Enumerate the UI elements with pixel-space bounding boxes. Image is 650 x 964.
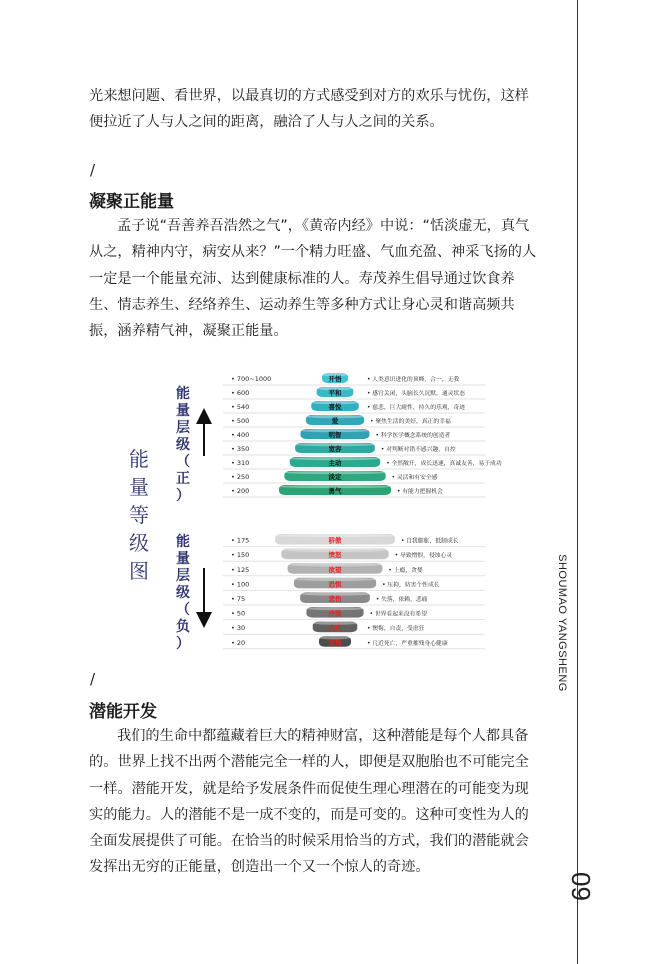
level-value: • 100 (231, 580, 250, 589)
level-name: 明智 (328, 431, 342, 439)
level-name: 勇气 (328, 487, 342, 495)
section-heading-potential: 潜能开发 (89, 702, 157, 722)
neg-level (223, 563, 485, 576)
level-description: • 全然敞开，成长迅速，真诚友善，易于成功 (386, 461, 502, 467)
level-description: • 感官关闭，头脑长久沉默，通灵状态 (367, 391, 466, 397)
level-description: • 对判断对错不感兴趣，自控 (380, 447, 456, 453)
section-marker-2: / (90, 670, 96, 688)
figure-title: 能量等级图 (129, 447, 149, 583)
neg-level (223, 622, 485, 635)
running-header: SHOUMAO YANGSHENG (556, 554, 568, 692)
pos-level (223, 415, 485, 427)
level-value: • 500 (231, 417, 250, 425)
level-value: • 125 (231, 565, 250, 574)
section-heading-energy: 凝聚正能量 (89, 192, 174, 212)
level-description: • 导致憎恨，侵蚀心灵 (394, 553, 453, 560)
level-value: • 30 (231, 624, 246, 633)
level-name: 主动 (328, 459, 342, 467)
level-description: • 人类意识进化的顶峰，合一，无我 (367, 377, 460, 383)
paragraph-top: 光来想问题、看世界，以最真切的方式感受到对方的欢乐与忧伤，这样便拉近了人与人之间的距离，融洽了人与人之间的关系。 (89, 88, 529, 131)
pos-level (223, 373, 485, 385)
pos-level (223, 429, 485, 441)
margin-rule (577, 0, 578, 964)
section-body-energy: 孟子说“吾善养吾浩然之气”，《黄帝内经》中说：“恬淡虚无，真气从之，精神内守，病安从来？”一个精力旺盛、气血充盈、神采飞扬的人一定是一个能量充沛、达到健康标准的人。寿茂养生倡导通过饮食养生、情志养生、经络养生、运动养生等多种方式让身心灵和谐高频共振，涵养精气神，凝聚正能量。 (89, 218, 537, 340)
level-name: 平和 (328, 389, 342, 397)
neg-level (223, 592, 485, 605)
section-body-potential: 我们的生命中都蕴藏着巨大的精神财富，这种潜能是每个人都具备的。世界上找不出两个潜能完全一样的人，即便是双胞胎也不可能完全一样。潜能开发，就是给予发展条件而促使生理心理潜在的可能变为现实的能力。人的潜能不是一成不变的，而是可变的。这种可变性为人的全面发展提供了可能。在恰当的时候采用恰当的方式，我们的潜能就会发挥出无穷的正能量，创造出一个又一个惊人的奇迹。 (89, 728, 529, 876)
level-value: • 50 (231, 609, 246, 618)
level-description: • 上瘾，贪婪 (388, 567, 423, 574)
neg-level (223, 578, 485, 591)
level-value: • 250 (231, 473, 250, 481)
level-value: • 400 (231, 431, 250, 439)
level-description: • 失落，依赖，悲痛 (375, 597, 428, 603)
level-name: 淡定 (328, 473, 342, 481)
level-description: • 懊悔，自责，受虐狂 (367, 626, 425, 633)
level-value: • 600 (231, 389, 250, 397)
level-name: 悲伤 (328, 595, 342, 603)
neg-level (223, 549, 485, 562)
level-description: • 世界看起来没有希望 (369, 611, 428, 618)
level-name: 羞愧 (328, 638, 342, 647)
pos-level (223, 387, 485, 399)
level-value: • 175 (231, 536, 250, 545)
level-name: 内疚 (328, 624, 342, 633)
level-value: • 200 (231, 487, 250, 495)
level-description: • 灵活和有安全感 (391, 475, 438, 481)
level-value: • 700~1000 (231, 375, 272, 383)
level-description: • 慈悲，巨大耐性，持久的乐观，奇迹 (367, 405, 466, 411)
level-name: 欲望 (328, 565, 342, 574)
neg-level (223, 534, 485, 547)
level-name: 愤怒 (328, 551, 342, 560)
level-value: • 20 (231, 638, 246, 647)
energy-level-figure (125, 368, 502, 653)
level-name: 骄傲 (328, 536, 342, 545)
pos-level (223, 401, 485, 413)
level-description: • 自我膨胀，抵制成长 (401, 538, 459, 545)
level-description: • 有能力把握机会 (397, 489, 443, 495)
level-description: • 压抑，妨害个性成长 (382, 582, 440, 589)
level-description: • 几近死亡，严重摧残身心健康 (367, 640, 448, 647)
pos-level (223, 457, 502, 469)
level-name: 恐惧 (328, 580, 342, 589)
neg-level (223, 607, 485, 620)
level-name: 喜悦 (328, 403, 342, 411)
pos-level (223, 443, 485, 455)
pos-level (223, 485, 485, 497)
level-name: 冷淡 (328, 609, 342, 618)
level-value: • 540 (231, 403, 250, 411)
level-name: 开悟 (328, 375, 342, 383)
level-name: 宽容 (328, 445, 342, 453)
section-marker: / (90, 161, 96, 179)
level-value: • 75 (231, 595, 246, 603)
page-number: 09 (566, 872, 596, 901)
level-value: • 310 (231, 459, 250, 467)
level-name: 爱 (331, 417, 339, 425)
negative-axis-label: 能量层级（负） (176, 534, 190, 652)
pos-level (223, 471, 485, 483)
neg-level (223, 636, 485, 649)
level-value: • 150 (231, 551, 250, 560)
level-description: • 聚焦生活的美好，真正的幸福 (370, 419, 451, 425)
positive-axis-label: 能量层级（正） (176, 386, 190, 504)
level-description: • 科学医学概念系统的创造者 (375, 433, 451, 439)
level-value: • 350 (231, 445, 250, 453)
